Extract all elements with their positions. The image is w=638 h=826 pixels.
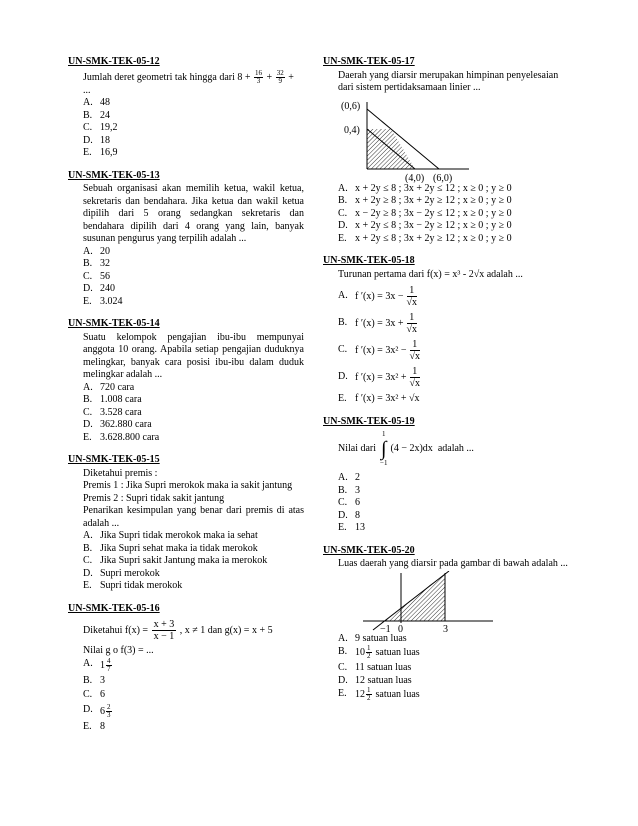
option-text — [355, 687, 569, 702]
option-letter: E. — [83, 147, 92, 158]
answer-option — [338, 645, 569, 660]
option-letter: B. — [338, 484, 348, 496]
option-text: Jika Supri sakit Jantung maka ia merokok — [100, 555, 268, 566]
option-letter: A. — [83, 245, 93, 257]
option-text: 3.628.800 cara — [100, 431, 160, 443]
fraction — [254, 70, 263, 85]
unit: satuan luas — [375, 688, 420, 700]
option-letter: B. — [83, 109, 93, 121]
right-column — [323, 56, 569, 712]
answer-option — [83, 407, 304, 420]
integral-sign-icon: ∫ — [381, 438, 387, 460]
sqrt-icon: √ — [406, 324, 412, 335]
whole-number: 6 — [100, 705, 105, 717]
question-text — [338, 430, 569, 468]
question-stem: Jumlah deret geometri tak hingga dari 8 + — [83, 71, 251, 83]
option-letter: D. — [338, 371, 348, 383]
upper-limit: 1 — [382, 430, 386, 438]
numerator: x + 3 — [153, 619, 175, 630]
answer-option — [338, 233, 569, 246]
sqrt-icon: √ — [409, 378, 415, 389]
option-letter: C. — [338, 344, 348, 356]
option-letter: C. — [338, 662, 348, 673]
question-20 — [323, 545, 569, 703]
numerator: 2 — [107, 702, 111, 711]
expression: f ′(x) = 3x − — [355, 290, 404, 302]
answer-option — [338, 312, 569, 335]
option-text: 11 satuan luas — [355, 662, 412, 673]
option-text — [355, 645, 569, 660]
whole-number: 10 — [355, 646, 365, 658]
option-letter: E. — [338, 393, 347, 404]
option-text — [355, 366, 569, 389]
answer-option — [338, 497, 569, 510]
premise-line: Diketahui premis : — [83, 467, 158, 479]
fraction — [366, 645, 372, 660]
numerator: 1 — [367, 686, 371, 694]
option-letter: C. — [338, 497, 348, 508]
fraction — [106, 658, 112, 673]
denominator: 9 — [278, 76, 282, 85]
question-code: UN-SMK-TEK-05-18 — [323, 255, 415, 266]
numerator: 1 — [367, 644, 371, 652]
option-text: x − 2y ≥ 8 ; 3x − 2y ≤ 12 ; x ≥ 0 ; y ≥ 0 — [355, 207, 512, 219]
numerator: 4 — [107, 656, 111, 665]
answer-option — [338, 339, 569, 362]
question-text: Turunan pertama dari f(x) = x³ - 2√x adalah ... — [338, 268, 523, 280]
question-ask: Nilai g o f(3) = ... — [83, 645, 154, 656]
answer-option — [83, 419, 304, 432]
label-x-minus1: −1 — [380, 623, 391, 633]
question-19 — [323, 416, 569, 535]
option-text: 6 — [355, 497, 360, 508]
option-letter: A. — [338, 472, 348, 483]
option-text — [100, 721, 304, 734]
answer-option — [83, 122, 304, 135]
option-text: Supri tidak merokok — [100, 580, 183, 591]
answer-option — [83, 689, 304, 702]
answer-option — [338, 675, 569, 688]
answer-option — [338, 510, 569, 523]
numerator: 1 — [412, 339, 418, 350]
lower-limit: −1 — [380, 459, 388, 467]
integral — [380, 430, 387, 468]
option-text: 13 — [355, 522, 365, 533]
option-letter: B. — [338, 646, 348, 658]
area-graph — [363, 571, 513, 633]
answer-option — [83, 721, 304, 734]
question-text — [83, 70, 304, 98]
answer-option — [83, 530, 304, 543]
answer-option — [338, 220, 569, 233]
fraction — [106, 704, 112, 719]
radicand: x — [411, 297, 417, 308]
answer-option — [338, 285, 569, 308]
option-text — [355, 312, 569, 335]
denominator: x − 1 — [153, 631, 175, 642]
option-letter: A. — [83, 381, 93, 393]
option-text — [100, 689, 304, 702]
option-letter: D. — [338, 674, 348, 686]
question-code: UN-SMK-TEK-05-19 — [323, 415, 415, 427]
option-letter: A. — [83, 530, 93, 541]
option-text: 240 — [100, 283, 115, 294]
question-code: UN-SMK-TEK-05-17 — [323, 56, 415, 67]
answer-option — [83, 580, 304, 593]
option-letter: B. — [83, 542, 93, 554]
radicand: x — [411, 324, 417, 335]
option-letter: D. — [83, 283, 93, 294]
option-letter: C. — [83, 689, 93, 700]
question-text: Sebuah organisasi akan memilih ketua, wakil ketua, sekretaris dan bendahara. Jika ketua dan wakil ketua dipilih dari 5 orang sedangkan sekretaris dan bendahara dipilih dari 4 orang yang lain, banyak susunan pengurus yang terpilih adalah ... — [83, 183, 304, 244]
numerator: 16 — [255, 68, 263, 77]
question-13 — [68, 170, 304, 309]
option-letter: D. — [338, 220, 348, 231]
answer-option — [83, 555, 304, 568]
whole-number: 8 — [100, 720, 105, 732]
question-code: UN-SMK-TEK-05-13 — [68, 169, 160, 181]
answer-option — [83, 704, 304, 719]
option-letter: A. — [83, 657, 93, 669]
option-letter: C. — [83, 270, 93, 282]
plus-sign: + — [288, 71, 294, 83]
whole-number: 6 — [100, 689, 105, 700]
question-code: UN-SMK-TEK-05-14 — [68, 318, 160, 329]
option-text — [355, 339, 569, 362]
option-letter: C. — [83, 122, 93, 133]
option-letter: E. — [83, 295, 92, 307]
unit: satuan luas — [375, 646, 420, 658]
option-text — [100, 675, 304, 688]
function-label: Diketahui f(x) = — [83, 624, 149, 636]
answer-option — [83, 97, 304, 110]
whole-number: 3 — [100, 674, 105, 686]
option-letter: D. — [83, 134, 93, 146]
fraction — [409, 366, 420, 389]
answer-option — [338, 366, 569, 389]
option-letter: E. — [338, 688, 347, 700]
sqrt-icon: √ — [409, 351, 415, 362]
question-code: UN-SMK-TEK-05-15 — [68, 454, 160, 465]
question-18 — [323, 255, 569, 406]
condition: , x ≠ 1 dan g(x) = x + 5 — [179, 624, 273, 636]
expression: f ′(x) = 3x² + — [355, 371, 407, 383]
question-end: adalah ... — [437, 442, 474, 454]
fraction — [406, 312, 417, 335]
option-text — [355, 393, 569, 406]
option-letter: E. — [83, 431, 92, 443]
option-text: 56 — [100, 270, 110, 282]
option-text: 12 satuan luas — [355, 674, 412, 686]
denominator — [409, 378, 420, 389]
option-text: 32 — [100, 258, 110, 269]
denominator: 3 — [107, 710, 111, 719]
answer-option — [83, 283, 304, 296]
numerator: 1 — [409, 285, 415, 296]
option-text: Jika Supri tidak merokok maka ia sehat — [100, 530, 258, 541]
option-text: x + 2y ≤ 8 ; 3x + 2y ≥ 12 ; x ≥ 0 ; y ≥ 0 — [355, 232, 512, 244]
answer-option — [83, 382, 304, 395]
question-17 — [323, 56, 569, 245]
option-letter: E. — [83, 720, 92, 732]
question-14 — [68, 318, 304, 444]
option-text: 9 satuan luas — [355, 632, 407, 644]
label-x0: 0 — [398, 623, 403, 633]
option-letter: C. — [83, 406, 93, 418]
answer-option — [338, 522, 569, 535]
option-text: 362.880 cara — [100, 419, 152, 430]
label-x2: (6,0) — [433, 172, 453, 183]
option-text — [100, 704, 304, 719]
question-text: Penarikan kesimpulan yang benar dari premis di atas adalah ... — [83, 505, 304, 529]
option-text — [355, 285, 569, 308]
option-letter: B. — [338, 317, 348, 329]
label-x1: (4,0) — [405, 172, 425, 183]
option-letter: D. — [338, 509, 348, 521]
option-letter: A. — [338, 290, 348, 302]
plus-sign: + — [266, 71, 273, 83]
option-text — [100, 658, 304, 673]
option-text: 3.528 cara — [100, 406, 142, 418]
denominator — [409, 351, 420, 362]
question-text: Daerah yang diarsir merupakan himpinan penyelesaian dari sistem pertidaksamaan linier ... — [338, 69, 559, 93]
numerator: 1 — [409, 312, 415, 323]
option-text: 20 — [100, 245, 110, 257]
premise-line: Premis 2 : Supri tidak sakit jantung — [83, 492, 225, 504]
fraction — [152, 619, 177, 642]
denominator: 3 — [256, 76, 261, 85]
option-text: 3.024 — [100, 295, 123, 307]
option-letter: B. — [338, 195, 348, 206]
shaded-region — [367, 129, 415, 169]
answer-option — [83, 135, 304, 148]
option-text: 1.008 cara — [100, 394, 142, 405]
option-letter: A. — [338, 632, 348, 644]
option-letter: A. — [83, 97, 93, 108]
option-letter: B. — [83, 394, 93, 405]
option-text: 16,9 — [100, 147, 118, 158]
option-letter: A. — [338, 182, 348, 194]
option-letter: E. — [83, 580, 92, 591]
option-text: 24 — [100, 109, 110, 121]
answer-option — [83, 110, 304, 123]
answer-option — [83, 675, 304, 688]
label-y1: (0,6) — [341, 100, 361, 112]
option-letter: D. — [83, 703, 93, 715]
answer-option — [338, 687, 569, 702]
whole-number: 12 — [355, 688, 365, 700]
answer-option — [83, 432, 304, 445]
option-letter: C. — [338, 207, 348, 219]
option-letter: D. — [83, 567, 93, 579]
answer-option — [83, 271, 304, 284]
whole-number: 1 — [100, 659, 105, 671]
option-letter: C. — [83, 555, 93, 566]
answer-option — [83, 258, 304, 271]
question-code: UN-SMK-TEK-05-12 — [68, 56, 160, 67]
option-letter: B. — [83, 258, 93, 269]
option-text: 18 — [100, 134, 110, 146]
question-stem: Nilai dari — [338, 442, 377, 454]
expression: f ′(x) = 3x² + √x — [355, 393, 420, 404]
answer-option — [83, 296, 304, 309]
denominator: 2 — [367, 694, 371, 702]
numerator: 32 — [276, 68, 284, 77]
option-letter: E. — [338, 522, 347, 533]
denominator — [406, 324, 417, 335]
label-y2: 0,4) — [344, 124, 360, 136]
answer-option — [338, 393, 569, 406]
option-text: x + 2y ≥ 8 ; 3x + 2y ≥ 12 ; x ≥ 0 ; y ≥ 0 — [355, 195, 512, 206]
fraction — [406, 285, 417, 308]
question-text: Luas daerah yang diarsir pada gambar di bawah adalah ... — [338, 558, 568, 569]
option-letter: D. — [83, 419, 93, 430]
denominator: 2 — [367, 652, 371, 660]
question-12 — [68, 56, 304, 160]
answer-option — [338, 485, 569, 498]
radicand: x — [414, 378, 420, 389]
fraction — [366, 687, 372, 702]
question-text: Suatu kelompok pengajian ibu-ibu mempunyai anggota 10 orang. Apabila setiap pengajian duduknya melingkar, banyak cara posisi ibu-ibu dalam duduk melingkar adalah ... — [83, 331, 304, 380]
option-text: Supri merokok — [100, 567, 160, 579]
label-x3: 3 — [443, 623, 448, 633]
answer-option — [83, 658, 304, 673]
answer-option — [83, 147, 304, 160]
option-text: 3 — [355, 484, 360, 496]
answer-option — [338, 183, 569, 196]
fraction — [409, 339, 420, 362]
option-letter: B. — [83, 674, 93, 686]
expression: f ′(x) = 3x² − — [355, 344, 407, 356]
question-16 — [68, 603, 304, 734]
option-letter: E. — [338, 232, 347, 244]
inequality-graph — [341, 97, 471, 183]
denominator — [406, 297, 417, 308]
option-text: x + 2y ≤ 8 ; 3x + 2y ≤ 12 ; x ≥ 0 ; y ≥ 0 — [355, 182, 512, 194]
option-text: x + 2y ≤ 8 ; 3x − 2y ≥ 12 ; x ≥ 0 ; y ≥ 0 — [355, 220, 512, 231]
option-text: 48 — [100, 97, 110, 108]
option-text: 720 cara — [100, 381, 135, 393]
option-text: Jika Supri sehat maka ia tidak merokok — [100, 542, 258, 554]
question-code: UN-SMK-TEK-05-20 — [323, 544, 415, 556]
option-text: 8 — [355, 509, 360, 521]
continuation: ... — [83, 84, 91, 96]
fraction — [276, 70, 285, 85]
answer-option — [83, 394, 304, 407]
answer-option — [338, 472, 569, 485]
answer-option — [83, 246, 304, 259]
expression: f ′(x) = 3x + — [355, 317, 404, 329]
answer-option — [83, 568, 304, 581]
radicand: x — [414, 351, 420, 362]
answer-option — [338, 662, 569, 675]
answer-option — [83, 543, 304, 556]
question-code: UN-SMK-TEK-05-16 — [68, 602, 160, 614]
sqrt-icon: √ — [406, 297, 412, 308]
answer-option — [338, 633, 569, 646]
option-text: 19,2 — [100, 122, 118, 133]
denominator: 7 — [107, 664, 111, 673]
option-text: 2 — [355, 472, 360, 483]
numerator: 1 — [412, 366, 418, 377]
answer-option — [338, 208, 569, 221]
question-15 — [68, 454, 304, 593]
premise-line: Premis 1 : Jika Supri merokok maka ia sakit jantung — [83, 480, 293, 491]
answer-option — [338, 195, 569, 208]
question-text — [83, 619, 304, 642]
integrand: (4 − 2x)dx — [390, 442, 433, 454]
left-column — [68, 56, 304, 743]
